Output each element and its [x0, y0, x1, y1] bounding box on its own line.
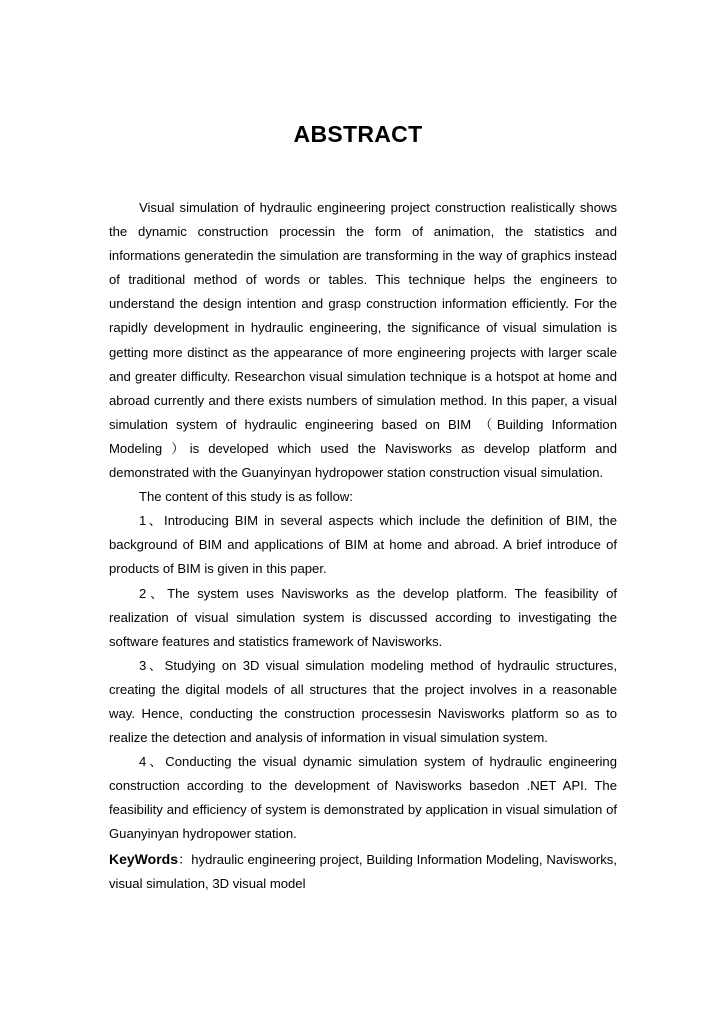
- keywords-label: KeyWords: [109, 850, 178, 867]
- content-item-4: 4、Conducting the visual dynamic simulation system of hydraulic engineering construction according to the development of Navisworks basedon .NET API. The feasibility and efficiency of system is demonstrated by application in visual simulation of Guanyinyan hydropower station.: [109, 754, 617, 842]
- content-intro-paragraph: The content of this study is as follow:: [139, 489, 353, 505]
- content-item-3: 3、Studying on 3D visual simulation modeling method of hydraulic structures, creating the digital models of all structures that the project involves in a reasonable way. Hence, conducting the construction processesin Navisworks platform so as to realize the detection and analysis of information in visual simulation system.: [109, 657, 617, 746]
- keywords-text: hydraulic engineering project, Building Information Modeling, Navisworks, visual simulation, 3D visual model: [109, 851, 617, 891]
- content-item-2: 2、The system uses Navisworks as the develop platform. The feasibility of realization of visual simulation system is discussed according to investigating the software features and statistics framework of Navisworks.: [109, 585, 617, 649]
- page-title: ABSTRACT: [293, 121, 423, 147]
- abstract-body: [109, 196, 617, 896]
- keywords-line: [109, 847, 617, 896]
- keywords-separator: ：: [177, 851, 192, 867]
- content-item-1: 1、Introducing BIM in several aspects which include the definition of BIM, the background of BIM and applications of BIM at home and abroad. A brief introduce of products of BIM is given in this paper.: [109, 513, 617, 577]
- abstract-paragraph-main: Visual simulation of hydraulic engineering project construction realistically shows the dynamic construction processin the form of animation, the statistics and informations generatedin the simulation are transforming in the way of graphics instead of traditional method of words or tables. This technique helps the engineers to understand the design intention and grasp construction information efficiently. For the rapidly development in hydraulic engineering, the significance of visual simulation is getting more distinct as the appearance of more engineering projects with larger scale and greater difficulty. Researchon visual simulation technique is a hotspot at home and abroad currently and there exists numbers of simulation method. In this paper, a visual simulation system of hydraulic engineering based on BIM （Building Information Modeling ）is developed which used the Navisworks as develop platform and demonstrated with the Guanyinyan hydropower station construction visual simulation.: [109, 200, 617, 481]
